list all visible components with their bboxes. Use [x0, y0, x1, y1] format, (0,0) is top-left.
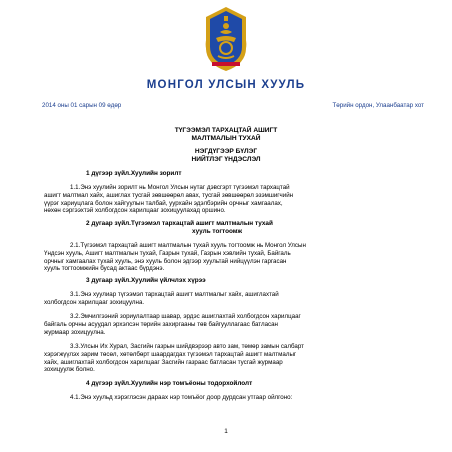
chapter-title: НИЙТЛЭГ ҮНДЭСЛЭЛ: [191, 156, 261, 163]
law-date: 2014 оны 01 сарын 09 өдөр: [42, 102, 122, 109]
article-2-heading-cont: хууль тогтоомж: [192, 228, 243, 235]
paragraph-2-1: [44, 242, 416, 273]
paragraph-line: 2.1.Түгээмэл тархацтай ашигт малтмалын тухай хууль тогтоомж нь Монгол Улсын: [70, 242, 306, 249]
state-emblem-icon: [202, 6, 250, 72]
article-2-heading: 2 дугаар зүйл.Түгээмэл тархацтай ашигт малтмалын тухай: [86, 220, 273, 227]
paragraph-line: холбогдсон харилцааг зохицуулна.: [44, 298, 145, 306]
paragraph-line: 3.3.Улсын Их Хурал, Засгийн газрын шийдвэрээр авто зам, төмөр замын салбарт: [70, 343, 304, 350]
law-title: МОНГОЛ УЛСЫН ХУУЛЬ: [146, 79, 306, 91]
paragraph-line: орчныг хамгаалах тухай хууль, энэ хууль болон эдгээр хуультай нийцүүлэн гаргасан: [44, 257, 287, 265]
paragraph-line: 3.1.Энэ хуулиар түгээмэл тархацтай ашигт малтмалыг хайх, ашиглахтай: [70, 291, 279, 298]
paragraph-3-2: [44, 313, 416, 336]
page-number: 1: [224, 428, 228, 435]
paragraph-line: хууль тогтоомжийн бусад актаас бүрдэнэ.: [44, 265, 165, 273]
paragraph-line: журмаар зохицуулна.: [44, 328, 106, 336]
law-name-line-2: МАЛТМАЛЫН ТУХАЙ: [191, 135, 261, 142]
paragraph-line: Үндсэн хууль, Ашигт малтмалын тухай, Газрын тухай, Газрын хэвлийн тухай, Байгаль: [44, 249, 291, 257]
paragraph-line: 1.1.Энэ хуулийн зорилт нь Монгол Улсын нутаг дэвсгэрт түгээмэл тархацтай: [70, 184, 290, 191]
paragraph-line: хэрэгжүүлэх зарим төсөл, хөтөлбөрт шаардагдах түгээмэл тархацтай ашигт малтмалыг: [44, 350, 297, 358]
paragraph-4-1: [44, 394, 416, 402]
paragraph-line: үүрэг хариуцлага болон хайгуулын талбай, уурхайн эдэлбэрийн орчныг хамгаалах,: [44, 199, 283, 207]
paragraph-3-1: [44, 291, 416, 307]
paragraph-line: ашигт малтмал хайх, ашиглах тусгай зөвшөөрөл авах, тусгай зөвшөөрөл эзэмшигчийн: [44, 191, 294, 199]
article-4-heading: 4 дүгээр зүйл.Хуулийн нэр томъёоны тодорхойлолт: [86, 380, 253, 387]
paragraph-line: нөхөн сэргээхтэй холбогдсон харилцааг зохицуулахад оршино.: [44, 207, 226, 215]
paragraph-1-1: [44, 184, 416, 215]
article-1-heading: 1 дүгээр зүйл.Хуулийн зорилт: [86, 170, 182, 177]
article-3-heading: 3 дугаар зүйл.Хуулийн үйлчлэх хүрээ: [86, 277, 206, 284]
law-location: Төрийн ордон, Улаанбаатар хот: [332, 102, 424, 109]
paragraph-line: хайх, ашиглахтай холбогдсон харилцааг Засгийн газраас батласан тусгай журмаар: [44, 358, 283, 366]
chapter-number: НЭГДҮГЭЭР БҮЛЭГ: [194, 148, 258, 155]
paragraph-3-3: [44, 343, 416, 374]
paragraph-line: зохицуулж болно.: [44, 366, 95, 374]
paragraph-line: 3.2.Эмчилгээний зориулалтаар шавар, эрдэс ашиглахтай холбогдсон харилцааг: [70, 313, 301, 320]
paragraph-line: 4.1.Энэ хуульд хэрэглэсэн дараах нэр томъёог доор дурдсан утгаар ойлгоно:: [70, 394, 293, 401]
paragraph-line: байгаль орчны асуудал эрхэлсэн төрийн захиргааны төв байгууллагаас батласан: [44, 320, 278, 328]
law-name-line-1: ТҮГЭЭМЭЛ ТАРХАЦТАЙ АШИГТ: [174, 127, 278, 134]
